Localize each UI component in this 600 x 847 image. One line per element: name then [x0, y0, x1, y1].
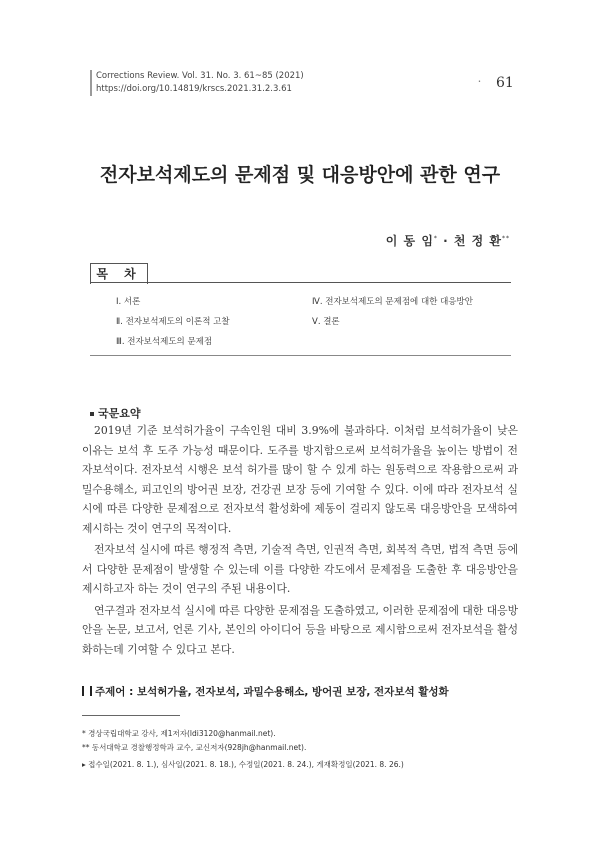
journal-citation: Corrections Review. Vol. 31. No. 3. 61~85 (2021) — [96, 71, 304, 81]
toc-item-5[interactable]: Ⅴ. 결론 — [312, 317, 340, 327]
abstract-body — [82, 421, 518, 661]
footnote-author-1: * 경상국립대학교 강사, 제1저자(ldi3120@hanmail.net). — [82, 729, 276, 738]
author-line — [386, 232, 510, 249]
keyword-marker-icon — [82, 686, 92, 696]
abstract-paragraph-3: 연구결과 전자보석 실시에 따른 다양한 문제점을 도출하였고, 이러한 문제점에 대한 대응방안을 논문, 보고서, 언론 기사, 본인의 아이디어 등을 바탕으로 제시함으로써 전자보석을 활성화하는데 기여할 수 있다고 본다. — [82, 603, 518, 656]
table-of-contents — [90, 283, 511, 356]
journal-header — [90, 70, 304, 96]
footnote-dates: ▸ 접수일(2021. 8. 1.), 심사일(2021. 8. 18.), 수정일(2021. 8. 24.), 게재확정일(2021. 8. 26.) — [82, 760, 404, 769]
footnote-divider — [82, 715, 180, 716]
author-1: 이 동 임 — [385, 234, 434, 248]
author-1-mark: * — [433, 235, 438, 242]
toc-item-2[interactable]: Ⅱ. 전자보석제도의 이론적 고찰 — [116, 317, 230, 327]
abstract-heading-text: 국문요약 — [98, 407, 141, 420]
toc-item-3[interactable]: Ⅲ. 전자보석제도의 문제점 — [116, 337, 213, 347]
toc-item-1[interactable]: Ⅰ. 서론 — [116, 297, 141, 307]
paper-title: 전자보석제도의 문제점 및 대응방안에 관한 연구 — [99, 164, 501, 186]
abstract-paragraph-2: 전자보석 실시에 따른 행정적 측면, 기술적 측면, 인권적 측면, 회복적 측면, 법적 측면 등에서 다양한 문제점이 발생할 수 있는데 이를 다양한 각도에서 문제점을 도출한 후 대응방안을 제시하고자 하는 것이 연구의 주된 내용이다. — [82, 543, 518, 595]
square-bullet-icon — [90, 412, 94, 416]
abstract-paragraph-1: 2019년 기준 보석허가율이 구속인원 대비 3.9%에 불과하다. 이처럼 보석허가율이 낮은 이유는 보석 후 도주 가능성 때문이다. 도주를 방지함으로써 보석허가율을 높이는 방법이 전자보석이다. 전자보석 시행은 보석 허가를 많이 할 수 있게 하는 원동력으로 작용함으로써 과밀수용해소, 피고인의 방어권 보장, 건강권 보장 등에 기여할 수 있다. 이에 따라 전자보석 실시에 따른 다양한 문제점으로 전자보석 활성화에 제동이 걸리지 않도록 대응방안을 모색하여 제시하는 것이 연구의 목적이다. — [82, 424, 518, 535]
keywords-text: : 보석허가율, 전자보석, 과밀수용해소, 방어권 보장, 전자보석 활성화 — [129, 686, 449, 698]
abstract-heading — [90, 405, 141, 421]
author-2-mark: ** — [502, 235, 510, 242]
page-number: 61 — [496, 75, 514, 91]
keywords-label: 주제어 — [95, 686, 126, 698]
toc-item-4[interactable]: Ⅳ. 전자보석제도의 문제점에 대한 대응방안 — [312, 297, 473, 307]
author-separator: · — [443, 234, 449, 248]
doi-link[interactable]: https://doi.org/10.14819/krscs.2021.31.2.3.61 — [96, 84, 292, 94]
keywords-line — [82, 684, 449, 699]
footnote-author-2: ** 동서대학교 경찰행정학과 교수, 교신저자(928jh@hanmail.net). — [82, 743, 307, 752]
page-marker: • — [478, 79, 481, 85]
toc-label: 목 차 — [90, 263, 148, 284]
author-2: 천 정 환 — [453, 234, 502, 248]
